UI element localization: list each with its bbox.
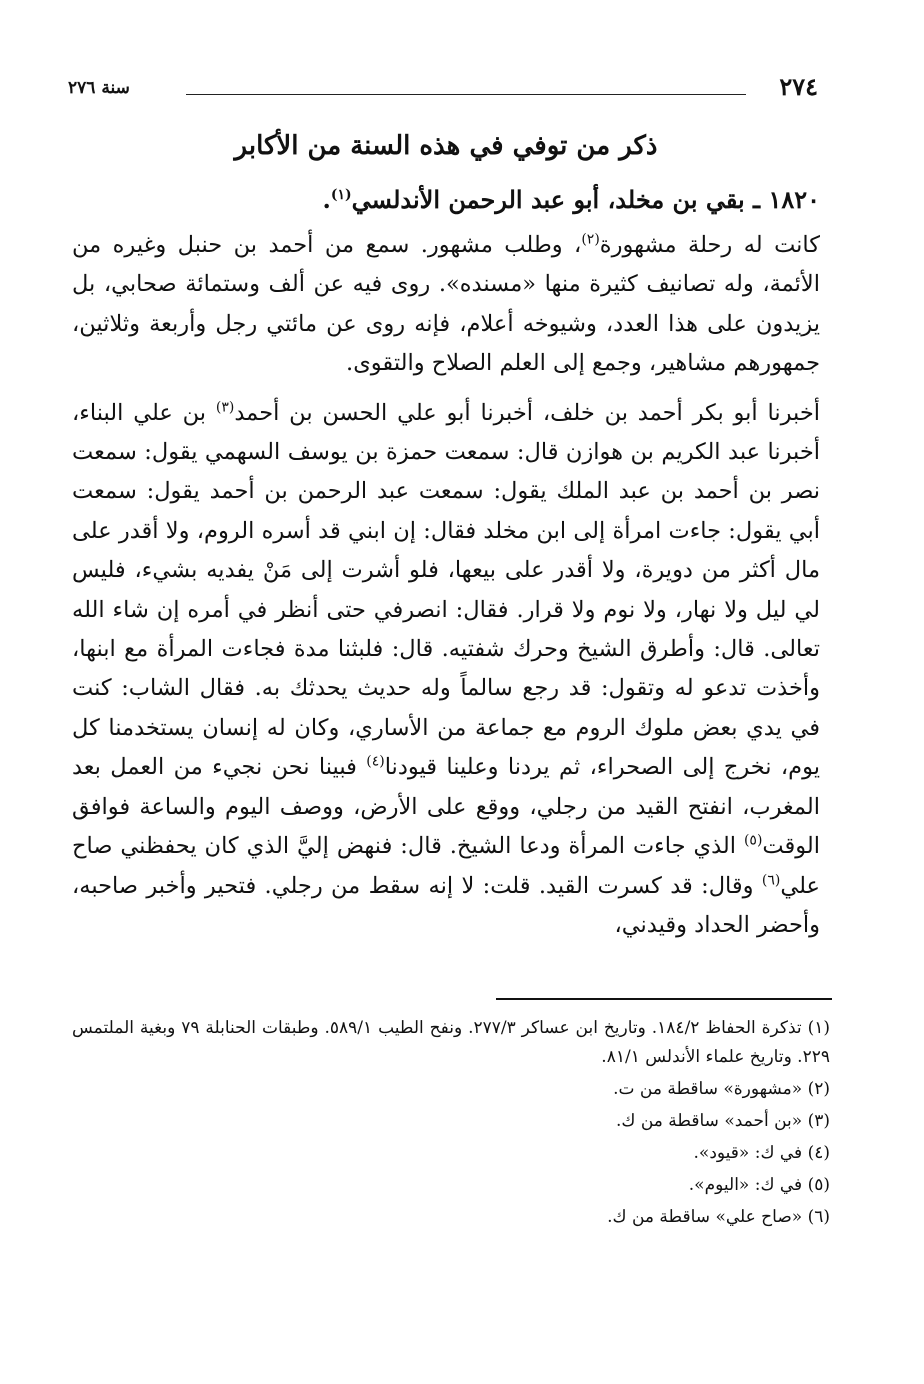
- paragraph-2-part-4: الذي جاءت المرأة ودعا الشيخ. قال: فنهض إليَّ الذي كان يحفظني صاح علي: [72, 833, 820, 899]
- footnote-3: (٣) «بن أحمد» ساقطة من ك.: [616, 1111, 830, 1131]
- footnote-ref-4: (٤): [366, 753, 385, 770]
- footnote-2: (٢) «مشهورة» ساقطة من ت.: [613, 1079, 830, 1099]
- header-rule: [186, 94, 746, 95]
- footnotes: [72, 1014, 832, 1235]
- footnote-ref-6: (٦): [761, 872, 781, 888]
- page-header: [68, 72, 818, 112]
- paragraph-1: [72, 226, 820, 384]
- running-head: سنة ٢٧٦: [68, 78, 130, 98]
- footnote-6: (٦) «صاح علي» ساقطة من ك.: [607, 1207, 830, 1227]
- main-text: [72, 126, 820, 945]
- paragraph-1-part-2: ، وطلب مشهور. سمع من أحمد بن حنبل وغيره من الأئمة، وله تصانيف كثيرة منها «مسنده». روى فيه عن ألف وستمائة صحابي، بل يزيدون على هذا العدد، وشيوخه أعلام، فإنه روى عن مائتي رجل وأربعة وثلاثين، جمهورهم مشاهير، وجمع إلى العلم الصلاح والتقوى.: [72, 232, 820, 377]
- paragraph-2-part-1: أخبرنا أبو بكر أحمد بن خلف، أخبرنا أبو علي الحسن بن أحمد: [234, 399, 820, 426]
- footnote-ref-3: (٣): [215, 399, 235, 416]
- footnote-5: (٥) في ك: «اليوم».: [688, 1175, 830, 1195]
- footnote-4: (٤) في ك: «قيود».: [693, 1143, 830, 1163]
- paragraph-2: [72, 394, 820, 946]
- entry-title-text: ١٨٢٠ ـ بقي بن مخلد، أبو عبد الرحمن الأندلسي: [351, 185, 820, 214]
- paragraph-1-part-1: كانت له رحلة مشهورة: [599, 232, 820, 258]
- entry-title-end: .: [322, 185, 331, 214]
- paragraph-2-part-2: بن علي البناء، أخبرنا عبد الكريم بن هوازن قال: سمعت حمزة بن يوسف السهمي يقول: سمعت نصر بن أحمد بن عبد الملك يقول: سمعت عبد الرحمن بن أحمد يقول: سمعت أبي يقول: جاءت امرأة إلى ابن مخلد فقال: إن ابني قد أسره الروم، ولا أقدر على مال أكثر من دويرة، ولا أقدر على بيعها، فلو أشرت إلى مَنْ يفديه بشيء، فليس لي ليل ولا نهار، ولا نوم ولا قرار. فقال: انصرفي حتى أنظر في أمره إن شاء الله تعالى. قال: وأطرق الشيخ وحرك شفتيه. قال: فلبثنا مدة فجاءت المرأة مع ابنها، وأخذت تدعو له وتقول: قد رجع سالماً وله حديث يحدثك به. فقال الشاب: كنت في يدي بعض ملوك الروم مع جماعة من الأساري، وكان له إنسان يستخدمنا كل يوم، نخرج إلى الصحراء، ثم يردنا وعلينا قيودنا: [72, 399, 820, 781]
- footnote-divider: [496, 998, 832, 1000]
- footnote-ref-2: (٢): [581, 231, 600, 248]
- footnote-ref-5: (٥): [743, 832, 763, 849]
- footnote-ref-1: (١): [330, 187, 352, 203]
- page-number: ٢٧٤: [779, 72, 818, 101]
- section-title: ذكر من توفي في هذه السنة من الأكابر: [234, 131, 658, 161]
- paragraph-2-part-3: فبينا نحن نجيء من العمل بعد المغرب، انفتح القيد من رجلي، ووقع على الأرض، ووصف اليوم والساعة فوافق الوقت: [72, 754, 820, 860]
- footnote-1: (١) تذكرة الحفاظ ١٨٤/٢. وتاريخ ابن عساكر ٢٧٧/٣. ونفح الطيب ٥٨٩/١. وطبقات الحنابلة ٧٩ وبغية الملتمس ٢٢٩. وتاريخ علماء الأندلس ٨١/١.: [72, 1018, 830, 1067]
- paragraph-2-part-5: وقال: قد كسرت القيد. قلت: لا إنه سقط من رجلي. فتحير وأخبر صاحبه، وأحضر الحداد وقيدني،: [72, 872, 820, 938]
- entry-title: [72, 180, 820, 220]
